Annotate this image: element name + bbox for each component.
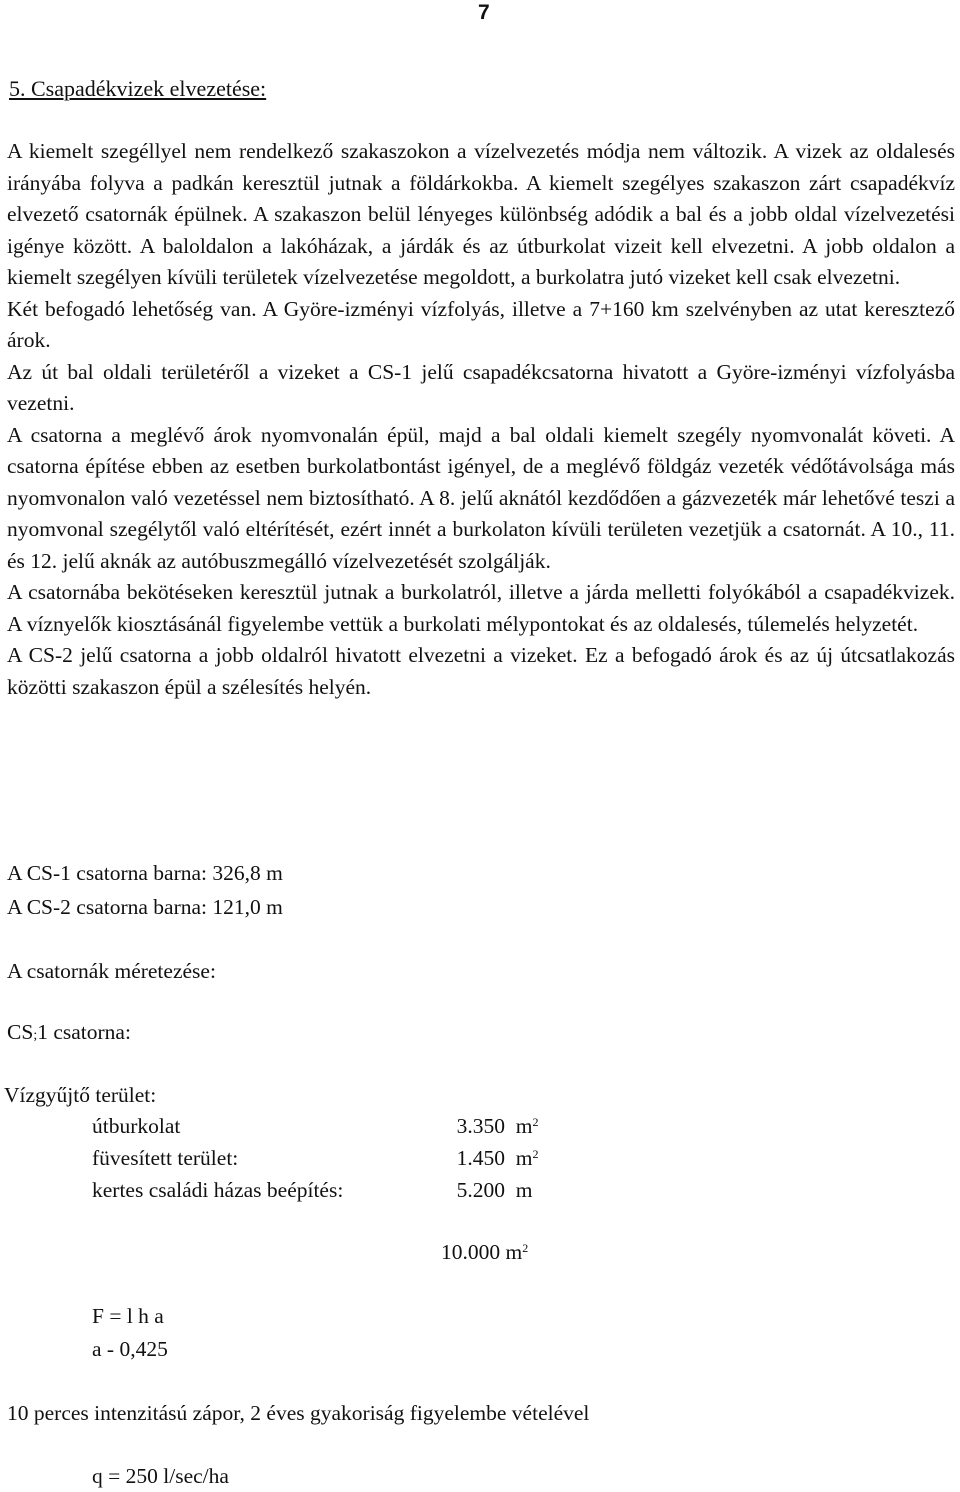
total-unit: m: [505, 1240, 523, 1264]
rain-intensity: q = 250 l/sec/ha: [92, 1464, 229, 1488]
length-line-cs1: A CS-1 csatorna barna: 326,8 m: [7, 861, 283, 885]
area-value: [439, 1112, 538, 1140]
area-value: [439, 1144, 538, 1172]
cs1-prefix: CS: [7, 1020, 34, 1044]
area-number: 5.200: [456, 1178, 505, 1202]
area-unit: m: [515, 1114, 533, 1138]
catchment-title: Vízgyűjtő terület:: [4, 1083, 157, 1107]
area-unit-sup: 2: [532, 1115, 539, 1129]
area-number: 3.350: [456, 1114, 505, 1138]
body-text: [7, 136, 955, 703]
section-heading: 5. Csapadékvizek elvezetése:: [9, 76, 267, 101]
page-number: 7: [478, 1, 490, 24]
paragraph: A kiemelt szegéllyel nem rendelkező szakaszokon a vízelvezetés módja nem változik. A vizek az oldalesés irányába folyva a padkán keresztül jutnak a földárkokba. A kiemelt szegélyes szakaszon zárt csapadékvíz elvezető csatornák épülnek. A szakaszon belül lényeges különbség adódik a bal és a jobb oldal vízelvezetési igénye között. A baloldalon a lakóházak, a járdák és az útburkolat vizeit kell elvezetni. A jobb oldalon a kiemelt szegélyen kívüli területek vízelvezetése megoldott, a burkolatra jutó vizeket kell csak elvezetni.: [7, 139, 955, 289]
area-value: [439, 1176, 532, 1204]
area-number: 1.450: [456, 1146, 505, 1170]
formula-runoff: F = l h a: [92, 1304, 164, 1328]
total-unit-sup: 2: [522, 1241, 529, 1255]
total-number: 10.000: [441, 1240, 501, 1264]
area-unit: m: [515, 1146, 533, 1170]
area-total: [441, 1238, 528, 1266]
area-unit: m: [515, 1178, 533, 1202]
paragraph: Két befogadó lehetőség van. A Györe-izményi vízfolyás, illetve a 7+160 km szelvényben az utat keresztező árok.: [7, 296, 955, 352]
cs1-sub: ;: [33, 1028, 38, 1043]
paragraph: A csatorna a meglévő árok nyomvonalán épül, majd a bal oldali kiemelt szegély nyomvonalát követi. A csatorna építése ebben az esetben burkolatbontást igényel, de a meglévő földgáz vezeték védőtávolsága más nyomvonalon való vezetéssel nem biztosítható. A 8. jelű aknától kezdődően a gázvezeték már lehetővé teszi a nyomvonal szegélytől való eltérítését, ezért innét a burkolaton kívüli területen vezetjük a csatornát. A 10., 11. és 12. jelű aknák az autóbuszmegálló vízelvezetését szolgálják.: [7, 422, 955, 573]
area-label: füvesített terület:: [92, 1146, 239, 1170]
rain-description: 10 perces intenzitású zápor, 2 éves gyakoriság figyelembe vételével: [7, 1401, 590, 1425]
sizing-title: A csatornák méretezése:: [7, 959, 216, 983]
paragraph: A csatornába bekötéseken keresztül jutnak a burkolatról, illetve a járda melletti folyókából a csapadékvizek. A víznyelők kiosztásánál figyelembe vettük a burkolati mélypontokat és az oldalesés, túlemelés helyzetét.: [7, 580, 955, 636]
length-line-cs2: A CS-2 csatorna barna: 121,0 m: [7, 895, 283, 919]
formula-coefficient: a - 0,425: [92, 1337, 168, 1361]
cs1-heading: [7, 1018, 131, 1046]
area-label: kertes családi házas beépítés:: [92, 1178, 344, 1202]
area-unit-sup: 2: [532, 1147, 539, 1161]
paragraph: Az út bal oldali területéről a vizeket a CS-1 jelű csapadékcsatorna hivatott a Györe-izményi vízfolyásba vezetni.: [7, 359, 955, 415]
paragraph: A CS-2 jelű csatorna a jobb oldalról hivatott elvezetni a vizeket. Ez a befogadó árok és az új útcsatlakozás közötti szakaszon épül a szélesítés helyén.: [7, 643, 955, 699]
cs1-suffix: 1 csatorna:: [37, 1020, 131, 1044]
area-label: útburkolat: [92, 1114, 181, 1138]
